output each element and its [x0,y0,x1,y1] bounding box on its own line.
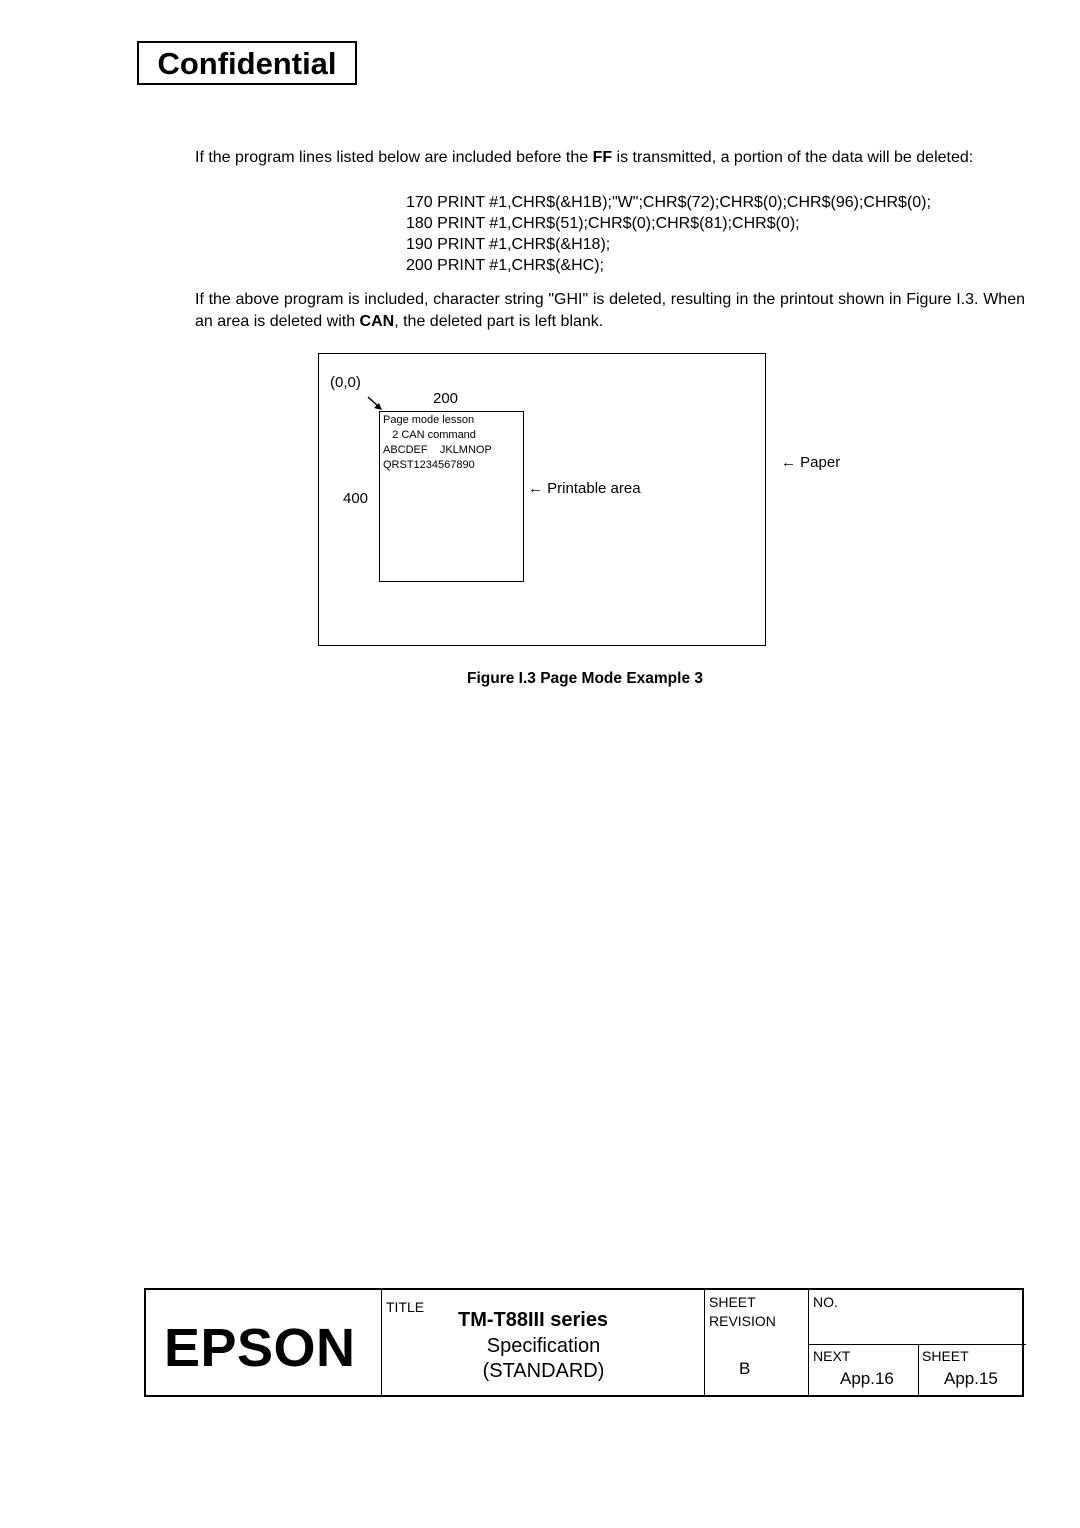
figure-caption: Figure I.3 Page Mode Example 3 [466,670,704,687]
spec-subtitle: (STANDARD) [482,1360,605,1382]
next-sheet-value: App.16 [840,1369,894,1388]
sheet-value: App.15 [944,1369,998,1388]
brand-logo: EPSON [164,1318,356,1378]
printout-line: Page mode lesson [383,414,475,426]
explanation-text-after: , the deleted part is left blank. [394,313,604,330]
printout-line: QRST1234567890 [383,459,475,471]
intro-paragraph [195,147,1025,169]
printout-line: ABCDEF JKLMNOP [383,444,492,456]
revision-label: REVISION [709,1313,776,1329]
divider [918,1344,919,1395]
code-line: 190 PRINT #1,CHR$(&H18); [406,236,611,253]
sheet-label: SHEET [709,1294,756,1310]
explanation-text-before: If the above program is included, character string "GHI" is deleted, resulting in the printout shown in Figure I.3. When an area is deleted with [195,291,1025,330]
printout-line: 2 CAN command [383,429,476,441]
product-series: TM-T88III series [458,1309,609,1331]
next-label: NEXT [813,1348,851,1364]
height-label: 400 [343,490,369,507]
title-block [144,1288,1024,1397]
width-label: 200 [433,390,459,407]
origin-arrow-icon [366,395,386,413]
intro-text-after: is transmitted, a portion of the data will be deleted: [612,149,974,166]
revision-value: B [739,1359,751,1378]
code-line: 200 PRINT #1,CHR$(&HC); [406,257,604,274]
explanation-can-keyword: CAN [359,313,395,330]
spec-title: Specification [486,1335,601,1357]
sheet-number-label: SHEET [922,1348,969,1364]
code-line: 180 PRINT #1,CHR$(51);CHR$(0);CHR$(81);CHR$(0); [406,215,800,232]
printable-area-label: ← Printable area [528,480,641,497]
divider [808,1290,809,1395]
printout-text [383,413,492,473]
intro-text-before: If the program lines listed below are included before the [195,149,593,166]
origin-label: (0,0) [330,374,361,391]
no-label: NO. [813,1294,838,1310]
explanation-paragraph [195,289,1025,333]
code-line: 170 PRINT #1,CHR$(&H1B);"W";CHR$(72);CHR$(0);CHR$(96);CHR$(0); [406,194,931,211]
program-listing [406,192,931,276]
divider [808,1344,1026,1345]
confidential-stamp: Confidential [137,41,357,85]
paper-label: ← Paper [781,454,841,471]
intro-ff-keyword: FF [592,149,613,166]
title-label: TITLE [386,1299,425,1315]
